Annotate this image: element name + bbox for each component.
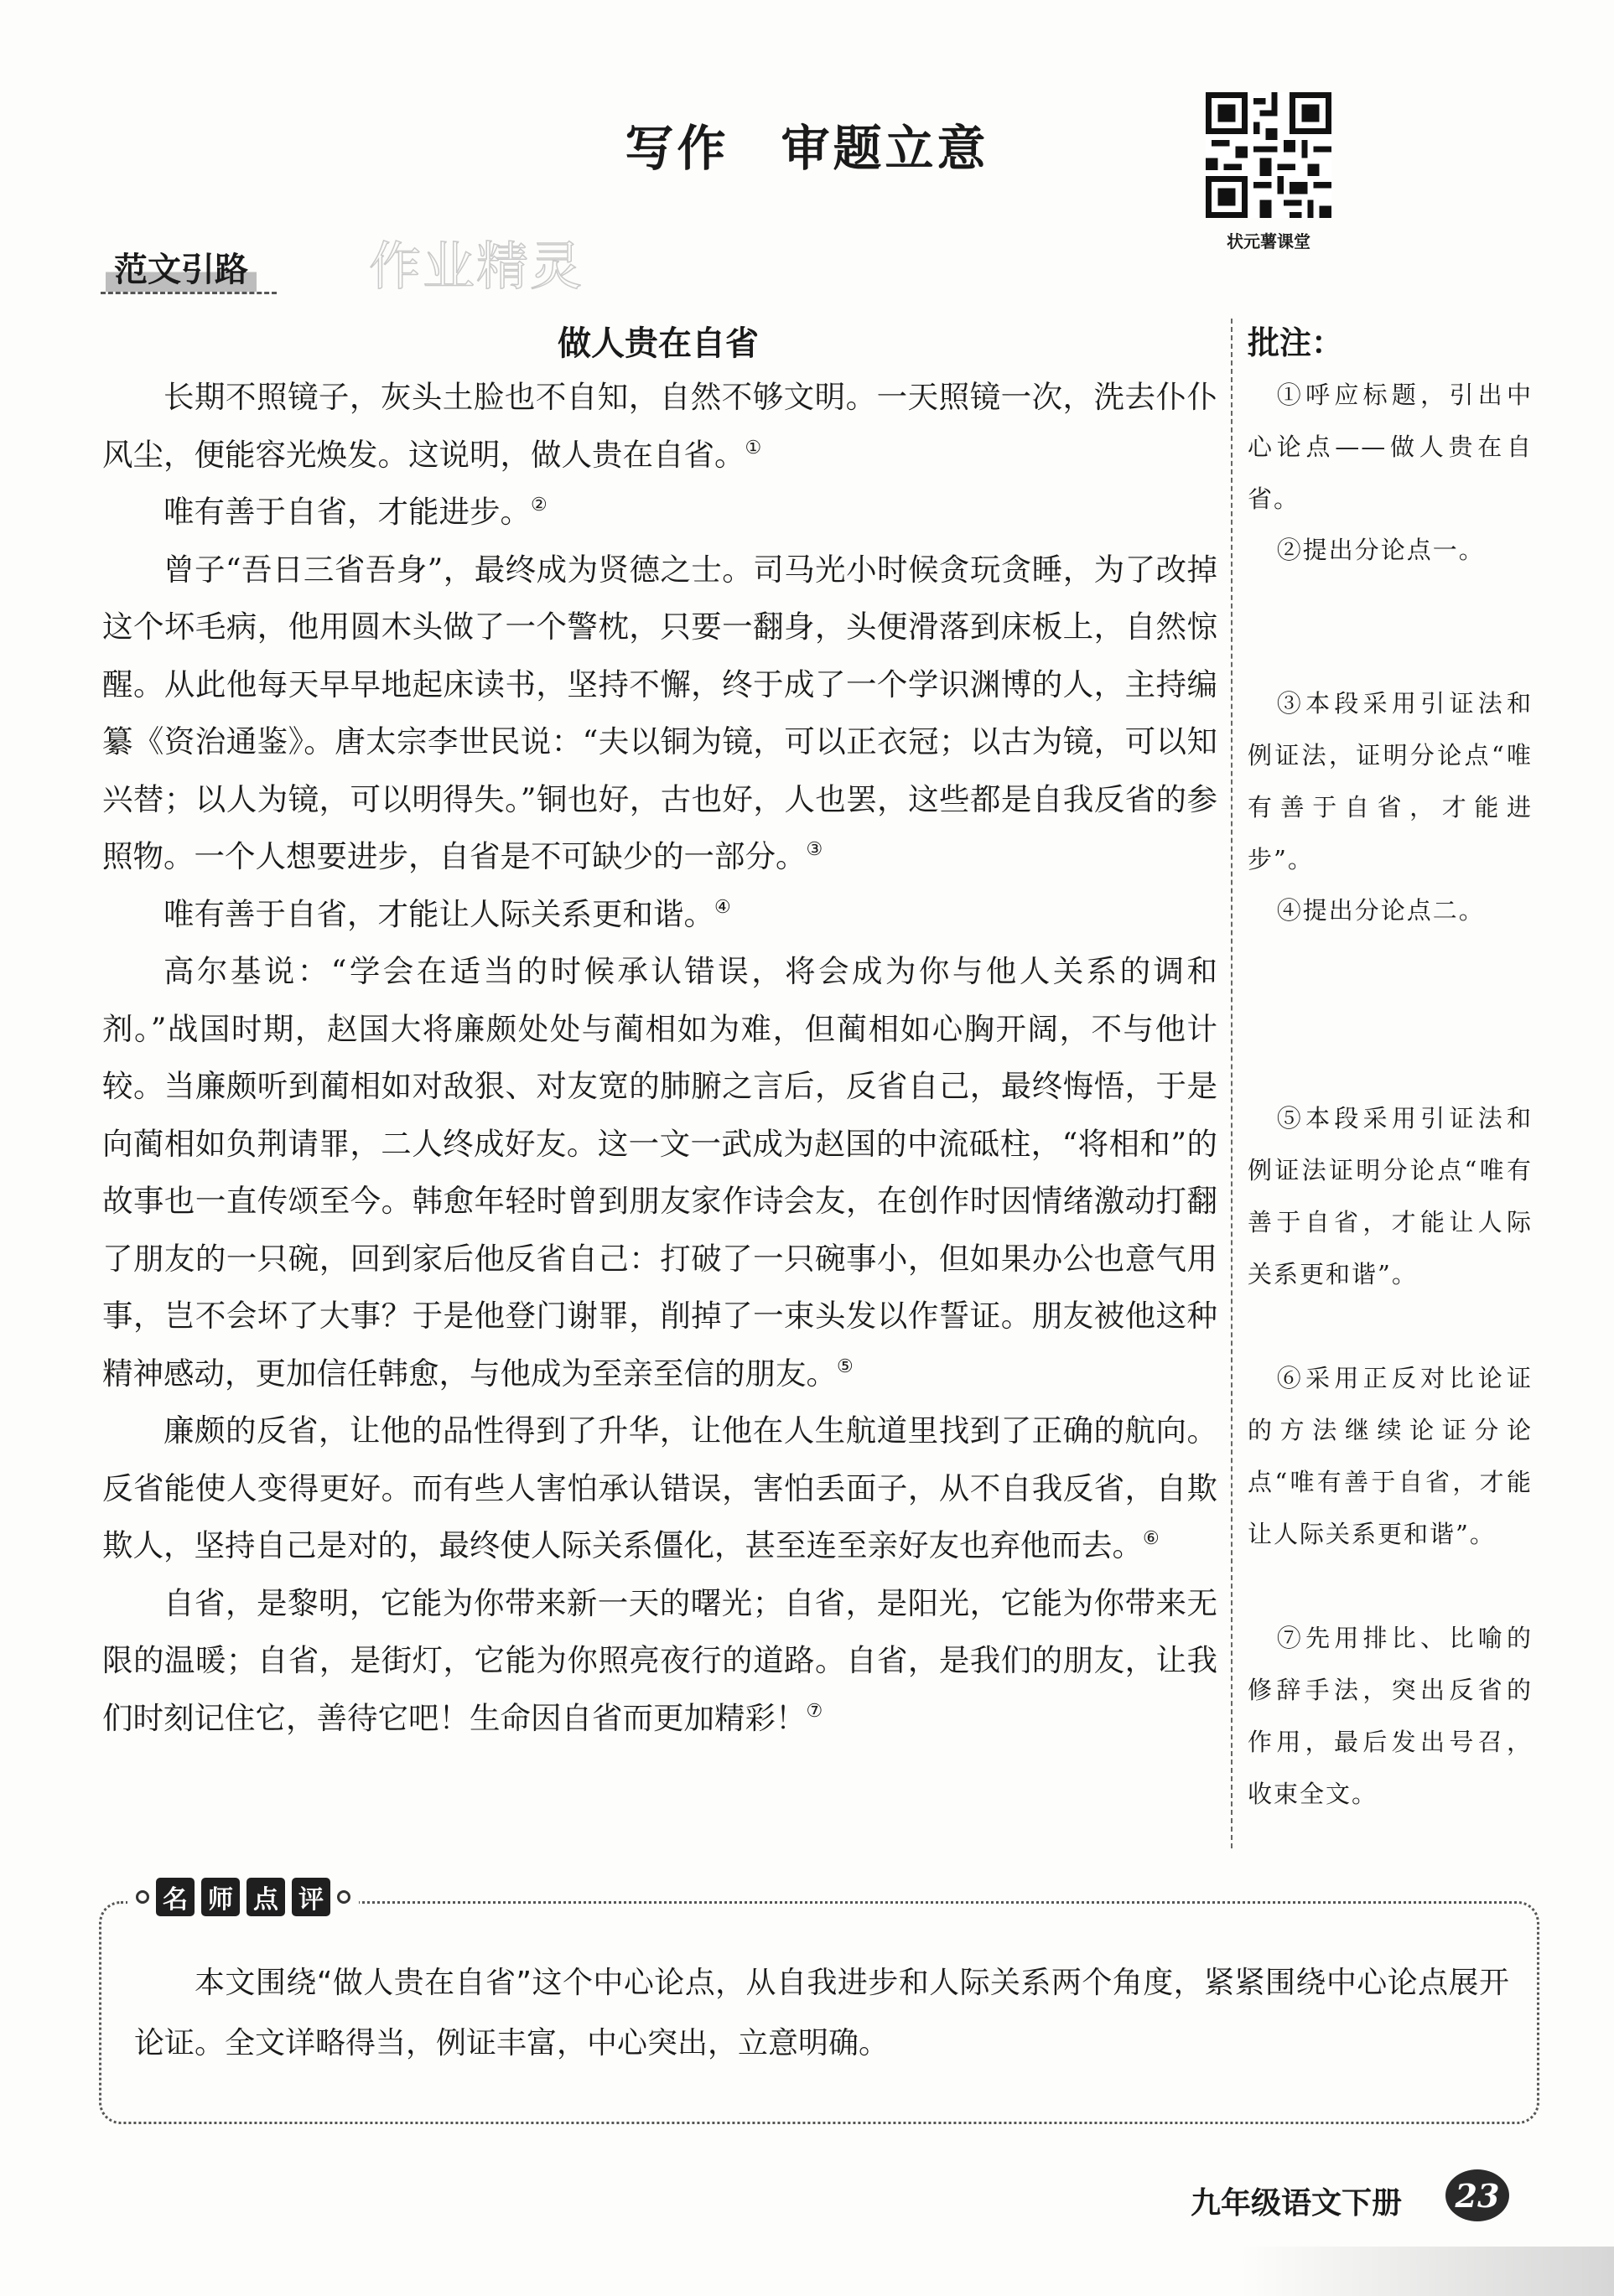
- review-label: [127, 1878, 359, 1916]
- watermark: 作业精灵: [369, 236, 584, 297]
- qr-caption: 状元薯课堂: [1227, 231, 1310, 251]
- note-1: ①呼应标题，引出中心论点——做人贵在自省。: [1248, 381, 1533, 513]
- review-label-char: 师: [201, 1878, 240, 1916]
- notes-title: 批注：: [1248, 324, 1344, 361]
- note-5: ⑤本段采用引证法和例证法证明分论点“唯有善于自省，才能让人际关系更和谐”。: [1248, 1104, 1533, 1288]
- section-underline: [101, 292, 277, 294]
- note-4: ④提出分论点二。: [1276, 896, 1485, 925]
- annotation-mark: ②: [531, 495, 548, 516]
- essay-paragraph: 高尔基说：“学会在适当的时候承认错误，将会成为你与他人关系的调和剂。”战国时期，赵国大将廉颇处处与蔺相如为难，但蔺相如心胸开阔，不与他计较。当廉颇听到蔺相如对敌狠、对友宽的肺腑之言后，反省自己，最终悔悟，于是向蔺相如负荆请罪，二人终成好友。这一文一武成为赵国的中流砥柱，“将相和”的故事也一直传颂至今。韩愈年轻时曾到朋友家作诗会友，在创作时因情绪激动打翻了朋友的一只碗，回到家后他反省自己：打破了一只碗事小，但如果办公也意气用事，岂不会坏了大事？于是他登门谢罪，削掉了一束头发以作誓证。朋友被他这种精神感动，更加信任韩愈，与他成为至亲至信的朋友。⑤: [102, 953, 1217, 1392]
- review-label-char: 名: [156, 1878, 195, 1916]
- qr-code[interactable]: [1206, 92, 1340, 252]
- page-number: 23: [1445, 2169, 1509, 2221]
- dot-icon: [136, 1890, 149, 1904]
- essay-paragraph: 自省，是黎明，它能为你带来新一天的曙光；自省，是阳光，它能为你带来无限的温暖；自省，是街灯，它能为你照亮夜行的道路。自省，是我们的朋友，让我们时刻记住它，善待它吧！生命因自省而更加精彩！⑦: [102, 1584, 1217, 1736]
- note-2: ②提出分论点一。: [1276, 536, 1485, 564]
- corner-shade: [1241, 2247, 1614, 2296]
- annotation-mark: ④: [714, 896, 731, 918]
- page-title: 写作 审题立意: [625, 120, 989, 177]
- annotation-mark: ③: [806, 839, 823, 860]
- annotation-mark: ⑥: [1143, 1528, 1160, 1549]
- dot-icon: [337, 1890, 350, 1904]
- column-divider: [1231, 319, 1233, 1848]
- annotation-mark: ①: [745, 437, 762, 459]
- review-label-char: 点: [247, 1878, 285, 1916]
- essay-paragraph: 曾子“吾日三省吾身”，最终成为贤德之士。司马光小时候贪玩贪睡，为了改掉这个坏毛病，他用圆木头做了一个警枕，只要一翻身，头便滑落到床板上，自然惊醒。从此他每天早早地起床读书，坚持不懈，终于成了一个学识渊博的人，主持编纂《资治通鉴》。唐太宗李世民说：“夫以铜为镜，可以正衣冠；以古为镜，可以知兴替；以人为镜，可以明得失。”铜也好，古也好，人也罢，这些都是自我反省的参照物。一个人想要进步，自省是不可缺少的一部分。③: [102, 551, 1217, 874]
- note-3: ③本段采用引证法和例证法，证明分论点“唯有善于自省，才能进步”。: [1248, 689, 1533, 873]
- essay-paragraph: 唯有善于自省，才能进步。②: [163, 494, 548, 530]
- essay-title: 做人贵在自省: [558, 324, 759, 363]
- annotation-mark: ⑤: [837, 1355, 854, 1377]
- section-label: 范文引路: [106, 243, 257, 296]
- essay-paragraph: 廉颇的反省，让他的品性得到了升华，让他在人生航道里找到了正确的航向。反省能使人变得更好。而有些人害怕承认错误，害怕丢面子，从不自我反省，自欺欺人，坚持自己是对的，最终使人际关系僵化，甚至连至亲好友也弃他而去。⑥: [102, 1412, 1217, 1563]
- note-6: ⑥采用正反对比论证的方法继续论证分论点“唯有善于自省，才能让人际关系更和谐”。: [1248, 1364, 1533, 1548]
- qr-code-icon: [1206, 92, 1331, 218]
- annotation-mark: ⑦: [806, 1700, 823, 1722]
- book-name: 九年级语文下册: [1191, 2186, 1403, 2221]
- review-label-char: 评: [292, 1878, 330, 1916]
- note-7: ⑦先用排比、比喻的修辞手法，突出反省的作用，最后发出号召，收束全文。: [1248, 1624, 1533, 1808]
- essay-body: [102, 369, 1217, 1747]
- essay-paragraph: 唯有善于自省，才能让人际关系更和谐。④: [163, 895, 731, 932]
- review-text: 本文围绕“做人贵在自省”这个中心论点，从自我进步和人际关系两个角度，紧紧围绕中心论点展开论证。全文详略得当，例证丰富，中心突出，立意明确。: [134, 1966, 1509, 2060]
- essay-paragraph: 长期不照镜子，灰头土脸也不自知，自然不够文明。一天照镜一次，洗去仆仆风尘，便能容光焕发。这说明，做人贵在自省。①: [102, 379, 1217, 473]
